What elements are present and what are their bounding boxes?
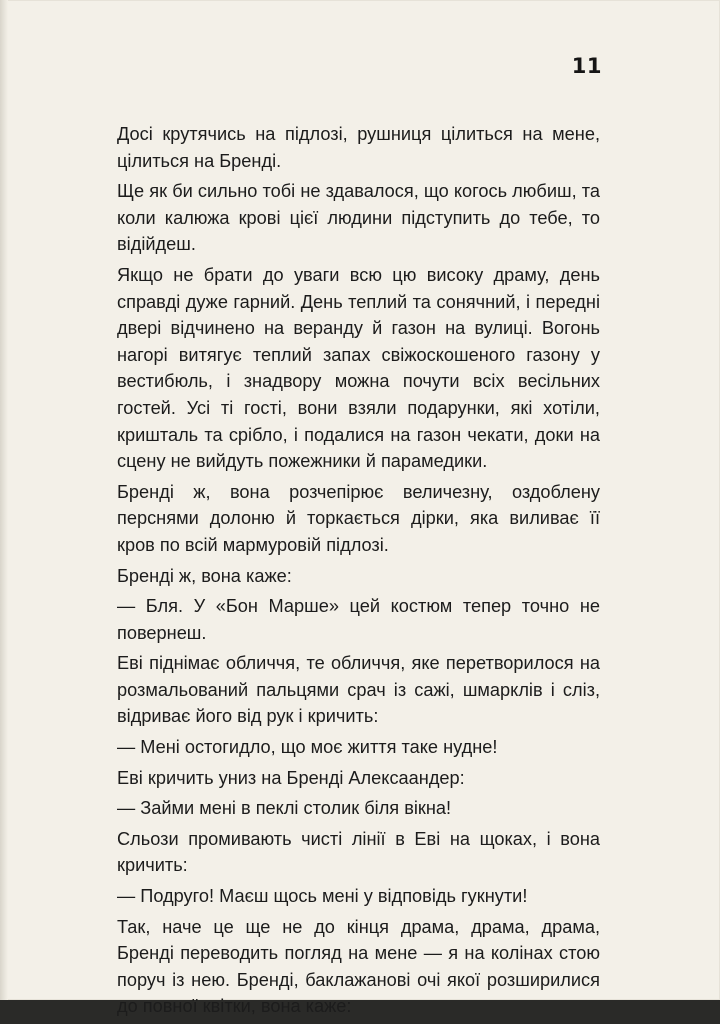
- paragraph: Якщо не брати до уваги всю цю високу драму, день справді дуже гарний. День теплий та сонячний, і передні двері відчинено на веранду й газон на вулиці. Вогонь нагорі витягує теплий запах свіжоскошеного газону у вестибюль, і знадвору можна почути всіх весільних гостей. Усі ті гості, вони взяли подарунки, які хотіли, кришталь та срібло, і подалися на газон чекати, доки на сцену не вийдуть пожежники й парамедики.: [117, 264, 600, 472]
- dialogue-line: — Мені остогидло, що моє життя таке нудне!: [117, 737, 498, 758]
- dialogue-line: — Бля. У «Бон Марше» цей костюм тепер точно не повернеш.: [117, 596, 600, 643]
- dialogue-line: — Подруго! Маєш щось мені у відповідь гукнути!: [117, 886, 528, 907]
- paragraph: Досі крутячись на підлозі, рушниця цілиться на мене, цілиться на Бренді.: [117, 124, 600, 171]
- paragraph: Так, наче це ще не до кінця драма, драма, драма, Бренді переводить погляд на мене — я на колінах стою поруч із нею. Бренді, баклажанові очі якої розширилися до повної квітки, вона каже:: [117, 916, 600, 1017]
- paragraph: Бренді ж, вона каже:: [117, 565, 292, 586]
- paragraph: Ще як би сильно тобі не здавалося, що когось любиш, та коли калюжа крові цієї людини підступить до тебе, то відійдеш.: [117, 181, 600, 255]
- paragraph: Бренді ж, вона розчепірює величезну, оздоблену перснями долоню й торкається дірки, яка виливає її кров по всій мармуровій підлозі.: [117, 481, 600, 555]
- paragraph: Сльози промивають чисті лінії в Еві на щоках, і вона кричить:: [117, 828, 600, 876]
- paragraph: Еві кричить униз на Бренді Алексаандер:: [117, 767, 465, 788]
- body-text: [117, 121, 600, 1024]
- paragraph: Еві піднімає обличчя, те обличчя, яке перетворилося на розмальований пальцями срач із сажі, шмарклів і сліз, відриває його від рук і кричить:: [117, 653, 600, 727]
- page-gutter-shadow: [0, 0, 8, 1000]
- dialogue-line: — Займи мені в пеклі столик біля вікна!: [117, 798, 452, 819]
- page-number: 11: [571, 54, 602, 78]
